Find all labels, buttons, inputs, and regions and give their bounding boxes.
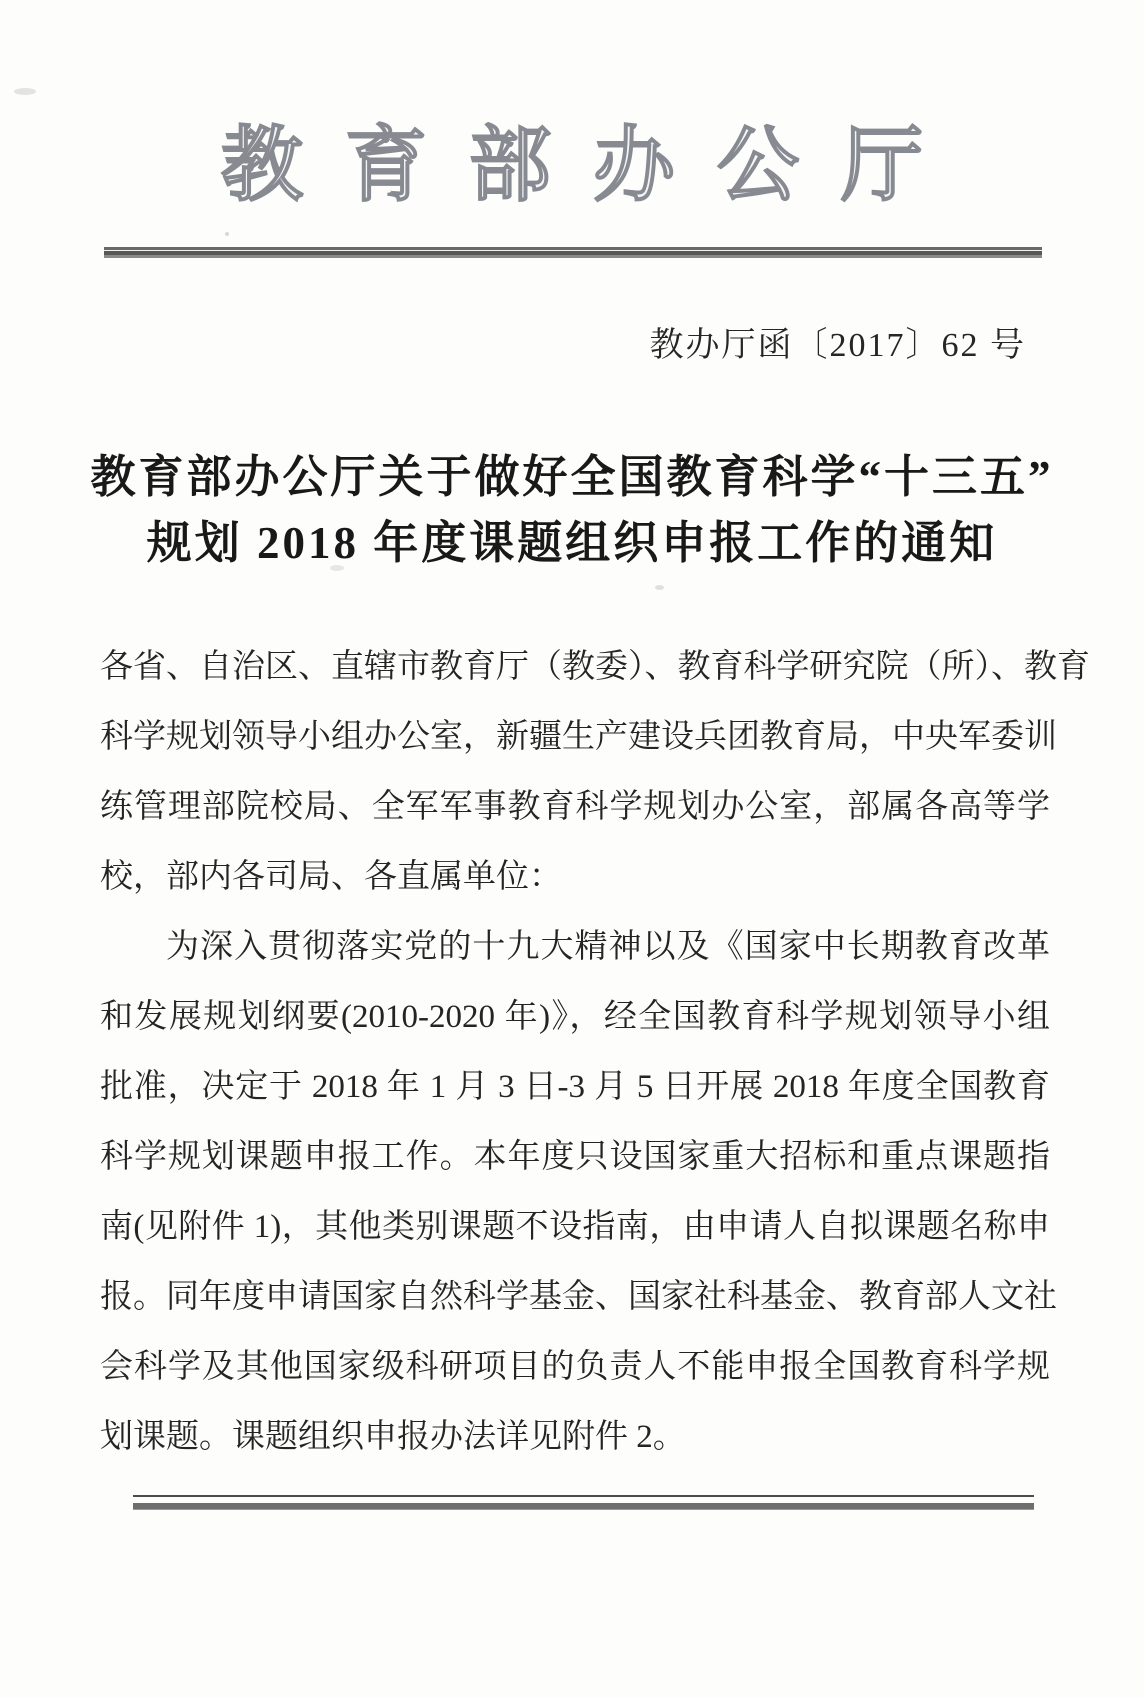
notice-title-line2: 规划 2018 年度课题组织申报工作的通知 xyxy=(146,518,998,568)
scan-noise xyxy=(655,585,664,590)
notice-body xyxy=(100,641,1090,1481)
notice-title-line1: 教育部办公厅关于做好全国教育科学“十三五” xyxy=(90,452,1054,502)
footer-double-rule xyxy=(133,1495,1034,1511)
body-line: 各省、自治区、直辖市教育厅（教委）、教育科学研究院（所）、教育 xyxy=(100,649,1090,685)
letterhead-divider-rule xyxy=(104,247,1042,258)
scan-noise xyxy=(225,232,229,236)
body-line: 科学规划课题申报工作。本年度只设国家重大招标和重点课题指 xyxy=(100,1139,1050,1175)
body-line: 练管理部院校局、全军军事教育科学规划办公室，部属各高等学 xyxy=(100,789,1050,825)
body-line: 报。同年度申请国家自然科学基金、国家社科基金、教育部人文社 xyxy=(100,1279,1057,1315)
document-number: 教办厅函〔2017〕62 号 xyxy=(649,327,1026,364)
letterhead-title xyxy=(0,116,1144,216)
body-line: 科学规划领导小组办公室，新疆生产建设兵团教育局，中央军委训 xyxy=(100,719,1057,755)
body-line: 为深入贯彻落实党的十九大精神以及《国家中长期教育改革 xyxy=(166,929,1050,965)
footer-rule-thick xyxy=(133,1503,1034,1509)
scan-noise xyxy=(14,88,36,95)
body-line: 校，部内各司局、各直属单位： xyxy=(100,859,562,895)
body-line: 批准，决定于 2018 年 1 月 3 日-3 月 5 日开展 2018 年度全国教育 xyxy=(100,1069,1050,1105)
body-line: 和发展规划纲要(2010-2020 年)》，经全国教育科学规划领导小组 xyxy=(100,999,1050,1035)
body-line: 南(见附件 1)，其他类别课题不设指南，由申请人自拟课题名称申 xyxy=(100,1209,1050,1245)
body-line: 会科学及其他国家级科研项目的负责人不能申报全国教育科学规 xyxy=(100,1349,1050,1385)
footer-rule-thin xyxy=(133,1495,1034,1497)
letterhead-text: 教育部办公厅 xyxy=(220,120,965,211)
body-line: 划课题。课题组织申报办法详见附件 2。 xyxy=(100,1419,686,1455)
